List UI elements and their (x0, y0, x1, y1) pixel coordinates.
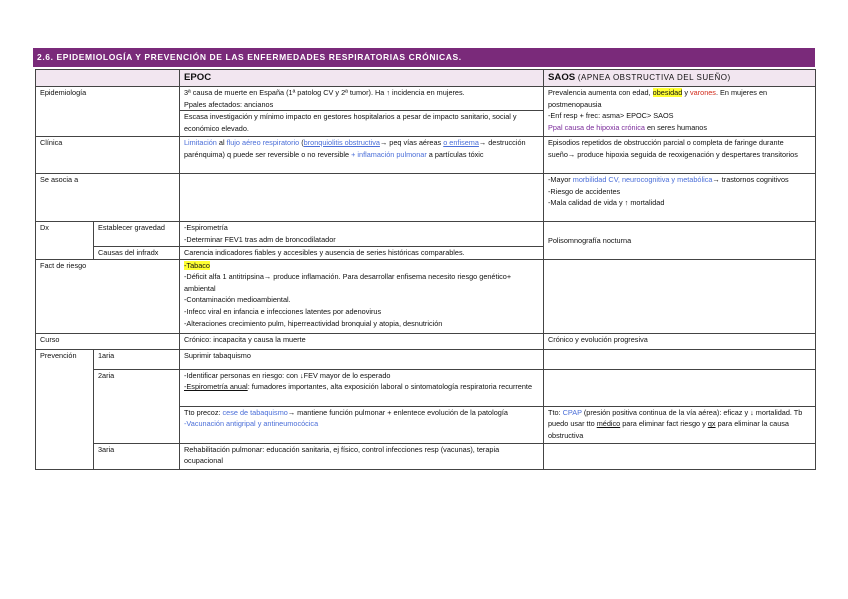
text-cese: cese de tabaquismo (222, 407, 288, 417)
epoc-clinica (180, 137, 544, 174)
row-prev-1aria (36, 349, 816, 369)
text-enfisema: o enfisema (443, 138, 479, 147)
saos-epid-line1 (548, 87, 811, 110)
text-span: (presión positiva continua de la vía aérea): eficaz y ↓ mortalidad. Tb puedo usar tto (548, 407, 803, 429)
header-saos-sub: (APNEA OBSTRUCTIVA DEL SUEÑO) (577, 73, 731, 82)
text-span: Prevalencia aumenta con edad, (548, 88, 653, 97)
label-curso: Curso (36, 333, 180, 349)
epoc-dx-gravedad (180, 222, 544, 247)
dx-sub-infradx: Causas del infradx (94, 247, 180, 260)
prev2-line2 (184, 381, 539, 393)
epoc-epidemiologia (180, 87, 544, 137)
text-flujo: flujo aéreo respiratorio (226, 138, 300, 147)
text-span: para eliminar fact riesgo y (620, 419, 708, 429)
saos-prev-2aria-a (544, 369, 816, 406)
text-span: en seres humanos (644, 122, 708, 132)
text-span: ( (299, 138, 304, 147)
text-span: . En mujeres en postmenopausia (548, 88, 768, 109)
saos-curso: Crónico y evolución progresiva (544, 333, 816, 349)
text-span: al (216, 138, 227, 147)
text-varones: varones (690, 88, 716, 97)
text-span: y (682, 88, 690, 97)
riesgo-line3: -Contaminación medioambiental. (184, 295, 291, 305)
dx-sub-gravedad: Establecer gravedad (94, 222, 180, 247)
label-clinica: Clínica (36, 137, 180, 174)
epoc-riesgo (180, 259, 544, 333)
row-prev-2aria-a (36, 369, 816, 406)
row-curso (36, 333, 816, 349)
epoc-dx-infradx: Carencia indicadores fiables y accesibles y ausencia de series históricas comparables. (180, 247, 544, 260)
text-span: → peq vías aéreas (379, 138, 444, 147)
riesgo-line1 (184, 260, 539, 272)
prev2-line3 (184, 407, 539, 419)
epoc-asocia (180, 174, 544, 222)
saos-epid-line2: -Enf resp + frec: asma> EPOC> SAOS (548, 111, 674, 121)
epoc-epid-line3: Escasa investigación y mínimo impacto en gestores hospitalarios a pesar de impacto sanitario, social y económico elevado. (180, 110, 543, 134)
label-prevencion: Prevención (36, 349, 94, 469)
text-cpap: CPAP (562, 407, 582, 417)
text-span: → trastornos cognitivos (712, 175, 789, 184)
text-inflamacion: + inflamación pulmonar (351, 149, 427, 159)
riesgo-line2: -Déficit alfa 1 antitripsina→ produce inflamación. Para desarrollar enfisema necesito riesgo genético+ ambiental (184, 272, 512, 293)
saos-prev-1aria (544, 349, 816, 369)
label-riesgo: Fact de riesgo (36, 259, 180, 333)
text-hipoxia: Ppal causa de hipoxia crónica (548, 122, 645, 132)
saos-prev-2aria-b (544, 406, 816, 443)
epoc-epid-line1: 3ª causa de muerte en España (1ª patolog CV y 2ª tumor). Ha ↑ incidencia en mujeres. (184, 88, 465, 97)
epoc-dx-line1: -Espirometría (184, 223, 228, 232)
header-saos-main: SAOS (548, 72, 576, 83)
label-asocia: Se asocia a (36, 174, 180, 222)
highlight-obesidad: obesidad (652, 88, 683, 97)
section-title: 2.6. EPIDEMIOLOGÍA Y PREVENCIÓN DE LAS ENFERMEDADES RESPIRATORIAS CRÓNICAS. (33, 48, 815, 67)
prev-2aria-label: 2aria (94, 369, 180, 443)
epoc-prev-3aria: Rehabilitación pulmonar: educación sanitaria, ej físico, control infecciones resp (vacunas), terapia ocupacional (180, 443, 544, 469)
saos-asocia-line1 (548, 174, 811, 186)
prev-1aria-label: 1aria (94, 349, 180, 369)
row-riesgo (36, 259, 816, 333)
prev2-line1: -Identificar personas en riesgo: con ↓FEV mayor de lo esperado (184, 370, 391, 380)
text-span: a partículas tóxic (426, 149, 484, 159)
epoc-prev-2aria-b (180, 406, 544, 443)
row-prev-3aria (36, 443, 816, 469)
epoc-prev-1aria: Suprimir tabaquismo (180, 349, 544, 369)
row-dx-1 (36, 222, 816, 247)
text-bronquiolitis: bronquiolitis obstructiva (303, 138, 380, 147)
saos-asocia (544, 174, 816, 222)
epoc-epid-line2: Ppales afectados: ancianos (184, 99, 274, 109)
header-epoc: EPOC (180, 70, 544, 87)
riesgo-line4: -Infecc viral en infancia e infecciones latentes por adenovirus (184, 306, 382, 316)
text-span: → destrucción parénquima) q puede ser reversible o no reversible (184, 138, 526, 159)
text-span: Tto precoz: (184, 407, 223, 417)
text-span: Tto: (548, 407, 563, 417)
saos-clinica: Episodios repetidos de obstrucción parcial o completa de faringe durante sueño→ produce hipoxia seguida de reoxigenación y despertares transitorios (544, 137, 816, 174)
header-empty-cell (36, 70, 180, 87)
prev2-line4: -Vacunación antigripal y antineumocócica (184, 419, 319, 429)
epoc-dx-line2: -Determinar FEV1 tras adm de broncodilatador (184, 234, 336, 244)
saos-asocia-line3: -Mala calidad de vida y ↑ mortalidad (548, 198, 665, 208)
row-asocia (36, 174, 816, 222)
riesgo-line5: -Alteraciones crecimiento pulm, hiperreactividad bronquial y atopia, desnutrición (184, 318, 443, 328)
saos-epid-line3 (548, 122, 811, 134)
saos-dx: Polisomnografía nocturna (544, 222, 816, 260)
row-epidemiologia (36, 87, 816, 137)
text-span: : fumadores importantes, alta exposición laboral o sintomatología respiratoria recurrente (247, 382, 533, 392)
text-span: -Mayor (548, 175, 573, 184)
highlight-tabaco: -Tabaco (184, 260, 210, 270)
label-dx: Dx (36, 222, 94, 260)
text-qx: qx (707, 419, 716, 429)
comparison-table (35, 69, 816, 470)
header-saos (544, 70, 816, 87)
text-medico: médico (596, 419, 621, 429)
text-span: → mantiene función pulmonar + enlentece evolución de la patología (287, 407, 508, 417)
epoc-prev-2aria-a (180, 369, 544, 406)
text-espirometria: -Espirometría anual (184, 382, 248, 392)
text-limitacion: Limitación (184, 138, 217, 147)
table-header-row (36, 70, 816, 87)
text-morbilidad: morbilidad CV, neurocognitiva y metabólica (572, 175, 713, 184)
prev-3aria-label: 3aria (94, 443, 180, 469)
saos-prev-3aria (544, 443, 816, 469)
row-clinica (36, 137, 816, 174)
saos-riesgo (544, 259, 816, 333)
epoc-curso: Crónico: incapacita y causa la muerte (180, 333, 544, 349)
saos-epidemiologia (544, 87, 816, 137)
saos-asocia-line2: -Riesgo de accidentes (548, 186, 621, 196)
label-epidemiologia: Epidemiología (36, 87, 180, 137)
text-span: para eliminar la causa obstructiva (548, 419, 789, 440)
